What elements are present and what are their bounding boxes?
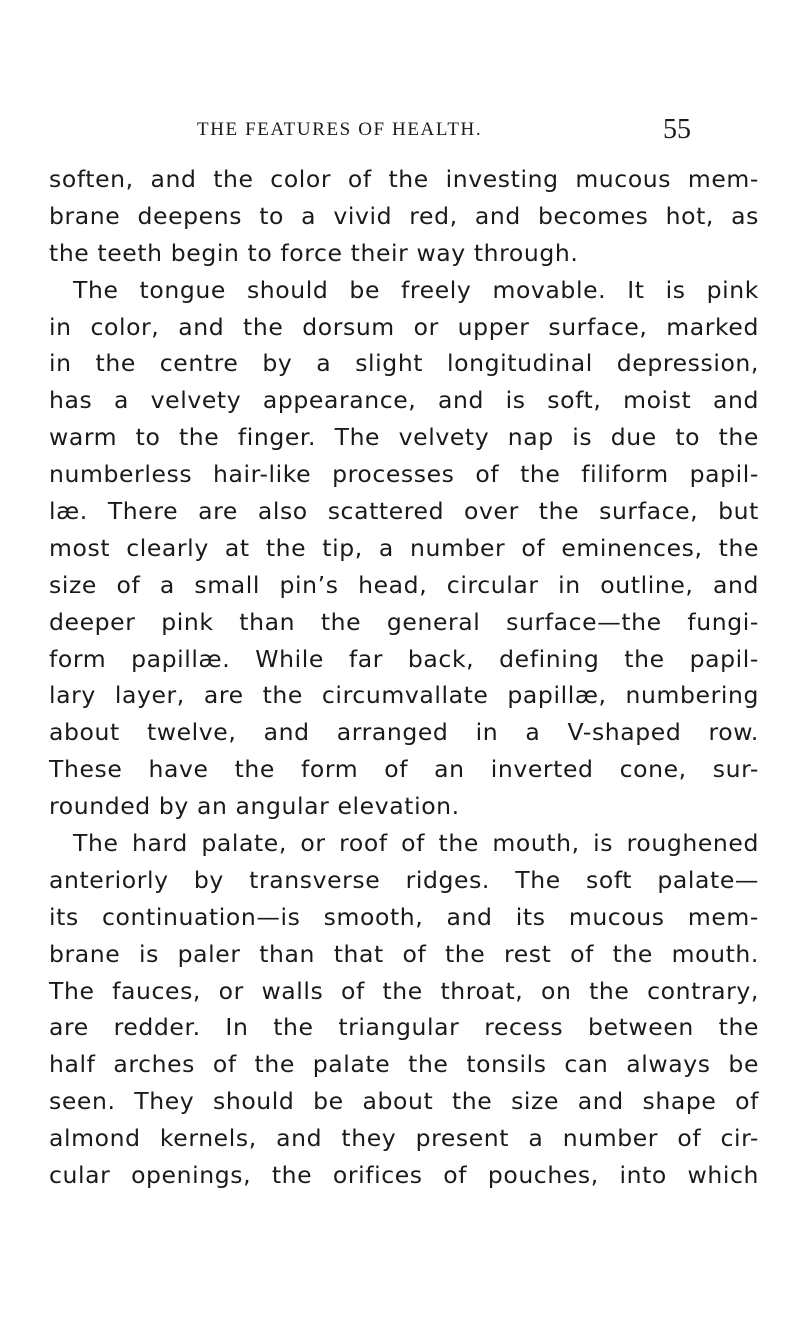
text-line: almond kernels, and they present a number of cir- — [49, 1124, 759, 1153]
text-line: form papillæ. While far back, defining the papil- — [49, 644, 759, 673]
text-line: brane deepens to a vivid red, and becomes hot, as — [49, 201, 759, 230]
text-line: læ. There are also scattered over the surface, but — [49, 497, 759, 526]
text-line: warm to the finger. The velvety nap is due to the — [49, 423, 759, 452]
page-number: 55 — [663, 114, 691, 145]
text-line: numberless hair-like processes of the filiform papil- — [49, 460, 759, 489]
text-line: its continuation—is smooth, and its mucous mem- — [49, 902, 759, 931]
text-line: are redder. In the triangular recess between the — [49, 1013, 759, 1042]
text-line: deeper pink than the general surface—the fungi- — [49, 607, 759, 636]
text-line: rounded by an angular elevation. — [49, 792, 460, 821]
body-text — [49, 161, 759, 1194]
text-line: brane is paler than that of the rest of the mouth. — [49, 939, 759, 968]
text-line: anteriorly by transverse ridges. The soft palate— — [49, 865, 759, 894]
text-line: The hard palate, or roof of the mouth, is roughened — [73, 829, 759, 858]
text-line: The fauces, or walls of the throat, on the contrary, — [49, 976, 759, 1005]
text-line: The tongue should be freely movable. It is pink — [73, 275, 759, 304]
text-line: seen. They should be about the size and shape of — [49, 1087, 759, 1116]
text-line: about twelve, and arranged in a V-shaped row. — [49, 718, 759, 747]
running-head — [0, 114, 801, 158]
text-line: the teeth begin to force their way through. — [49, 238, 579, 267]
text-line: size of a small pin’s head, circular in outline, and — [49, 570, 759, 599]
text-line: lary layer, are the circumvallate papillæ, numbering — [49, 681, 759, 710]
running-title: THE FEATURES OF HEALTH. — [197, 119, 483, 140]
text-line: soften, and the color of the investing mucous mem- — [49, 165, 759, 193]
text-line: in the centre by a slight longitudinal depression, — [49, 349, 759, 378]
text-line: These have the form of an inverted cone, sur- — [49, 755, 759, 784]
text-line: half arches of the palate the tonsils can always be — [49, 1050, 759, 1079]
text-line: in color, and the dorsum or upper surface, marked — [49, 312, 759, 341]
text-line: most clearly at the tip, a number of eminences, the — [49, 533, 759, 562]
text-line: cular openings, the orifices of pouches, into which — [49, 1161, 759, 1190]
text-line: has a velvety appearance, and is soft, moist and — [49, 386, 759, 415]
